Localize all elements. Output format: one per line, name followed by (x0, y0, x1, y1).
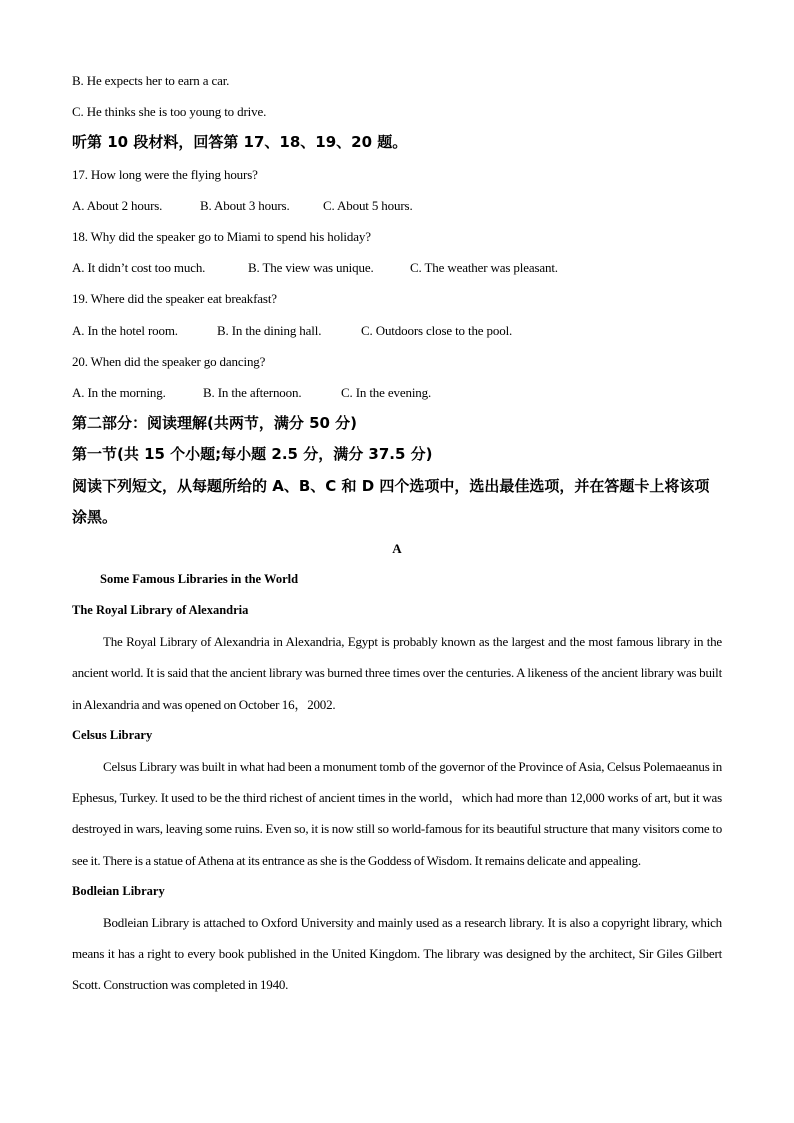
q18-option-c: C. The weather was pleasant. (410, 260, 558, 276)
q18-option-b: B. The view was unique. (248, 260, 374, 276)
reading-section-heading: 第一节(共 15 个小题;每小题 2.5 分，满分 37.5 分) (72, 445, 433, 464)
q20-option-b: B. In the afternoon. (203, 385, 302, 401)
q17-option-a: A. About 2 hours. (72, 197, 163, 213)
passage-title: Some Famous Libraries in the World (100, 571, 299, 586)
q16-option-c: C. He thinks she is too young to drive. (72, 104, 267, 120)
q19-option-a: A. In the hotel room. (72, 322, 178, 338)
q16-option-b: B. He expects her to earn a car. (72, 73, 230, 88)
q18-question: 18. Why did the speaker go to Miami to spend his holiday? (72, 229, 371, 245)
reading-instructions: 阅读下列短文，从每题所给的 A、B、C 和 D 四个选项中，选出最佳选项，并在答题卡上将该项涂黑。 (72, 476, 710, 526)
q17-options (72, 190, 722, 221)
section-title-bodleian: Bodleian Library (72, 883, 165, 898)
paragraph-alexandria: The Royal Library of Alexandria in Alexandria, Egypt is probably known as the largest and the most famous library in the ancient world. It is said that the ancient library was burned three times over the centuries. A likeness of the ancient library was built in Alexandria and was opened on October 16，2002. (72, 634, 722, 712)
q19-option-c: C. Outdoors close to the pool. (361, 322, 513, 338)
listening-section-heading: 听第 10 段材料，回答第 17、18、19、20 题。 (72, 133, 408, 152)
q20-question: 20. When did the speaker go dancing? (72, 353, 266, 369)
q19-question: 19. Where did the speaker eat breakfast? (72, 291, 277, 307)
passage-letter: A (392, 540, 402, 556)
q17-option-b: B. About 3 hours. (200, 197, 290, 213)
q17-question: 17. How long were the flying hours? (72, 166, 258, 182)
exam-page (72, 65, 722, 1001)
q18-options (72, 252, 722, 283)
paragraph-bodleian: Bodleian Library is attached to Oxford University and mainly used as a research library. It is also a copyright library, which means it has a right to every book published in the United Kingdom. The library was designed by the architect, Sir Giles Gilbert Scott. Construction was completed in 1940. (72, 915, 722, 993)
paragraph-celsus: Celsus Library was built in what had been a monument tomb of the governor of the Province of Asia, Celsus Polemaeanus in Ephesus, Turkey. It used to be the third richest of ancient times in the world，which had more than 12,000 works of art, but it was destroyed in wars, leaving some ruins. Even so, it is now still so world-famous for its beautiful structure that many visitors come to see it. There is a statue of Athena at its entrance as she is the Goddess of Wisdom. It remains delicate and appealing. (72, 759, 722, 868)
q17-option-c: C. About 5 hours. (323, 197, 413, 213)
section-title-celsus: Celsus Library (72, 727, 153, 742)
section-title-alexandria: The Royal Library of Alexandria (72, 603, 249, 618)
q19-option-b: B. In the dining hall. (217, 322, 322, 338)
q20-options (72, 377, 722, 408)
q20-option-a: A. In the morning. (72, 385, 166, 401)
q20-option-c: C. In the evening. (341, 385, 432, 401)
reading-part-heading: 第二部分：阅读理解(共两节，满分 50 分) (72, 414, 358, 433)
q18-option-a: A. It didn’t cost too much. (72, 260, 206, 276)
q19-options (72, 315, 722, 346)
